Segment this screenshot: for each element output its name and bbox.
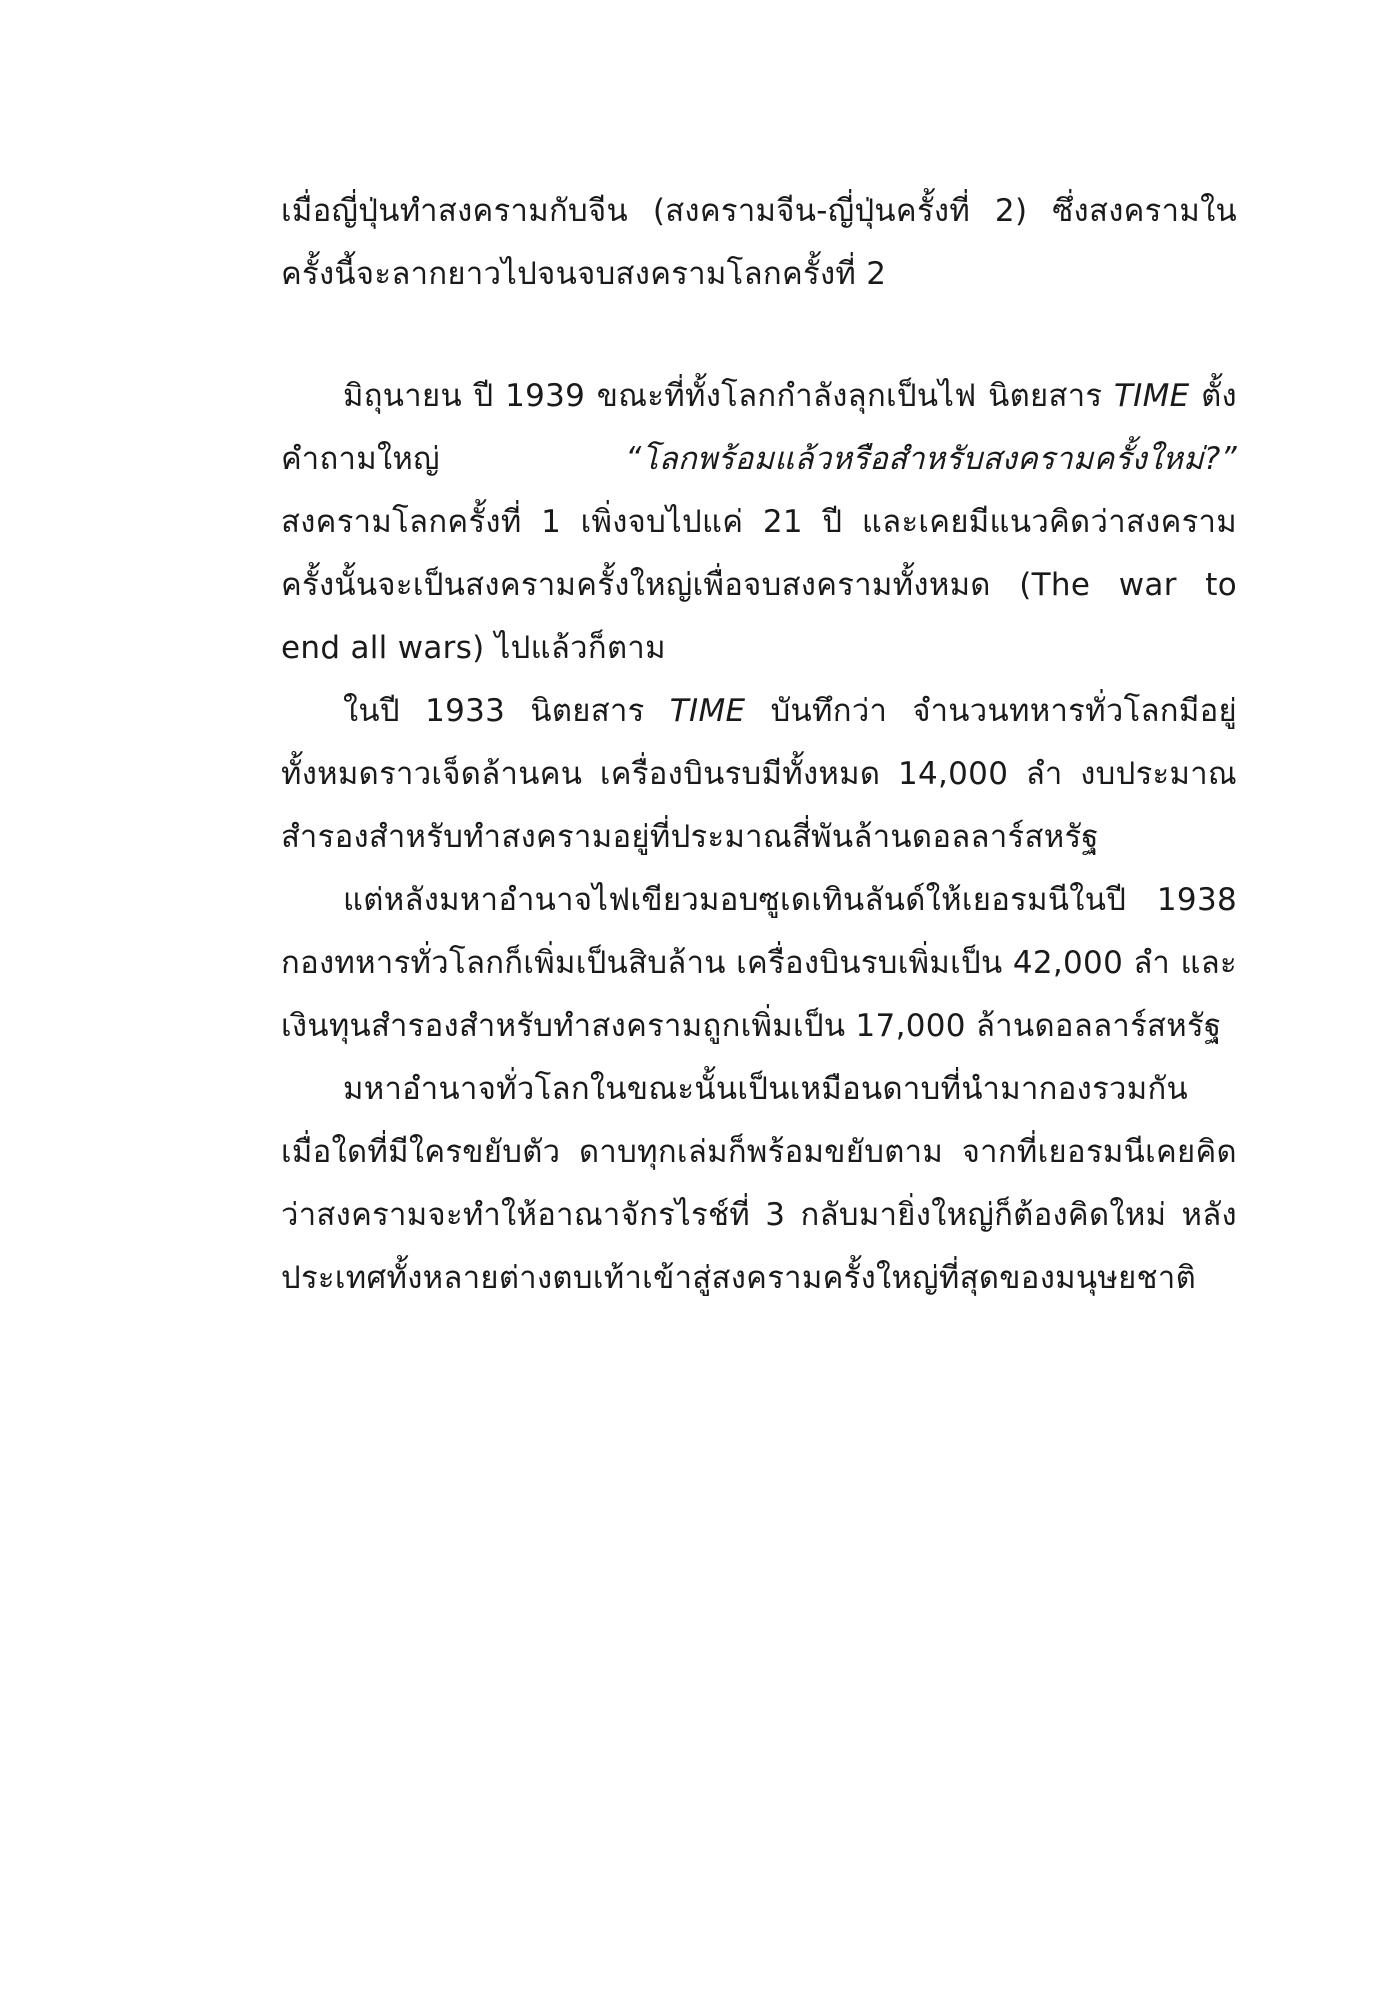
paragraph-text: ตั้งคำถามใหญ่	[281, 378, 1237, 477]
quoted-question: “โลกพร้อมแล้วหรือสำหรับสงครามครั้งใหม่?”	[625, 441, 1237, 477]
magazine-name: TIME	[669, 693, 746, 729]
paragraph-1938-statistics: แต่หลังมหาอำนาจไฟเขียวมอบซูเดเทินลันด์ให้เยอรมนีในปี 1938 กองทหารทั่วโลกก็เพิ่มเป็นสิบล้าน เครื่องบินรบเพิ่มเป็น 42,000 ลำ และเงินทุนสำรองสำหรับทำสงครามถูกเพิ่มเป็น 17,000 ล้านดอลลาร์สหรัฐ	[281, 882, 1237, 1044]
paragraph-text: ในปี 1933 นิตยสาร	[343, 693, 670, 729]
paragraph-text: บันทึกว่า จำนวนทหารทั่วโลกมีอยู่ทั้งหมดราวเจ็ดล้านคน เครื่องบินรบมีทั้งหมด 14,000 ลำ งบประมาณสำรองสำหรับทำสงครามอยู่ที่ประมาณสี่พันล้านดอลลาร์สหรัฐ	[281, 693, 1237, 855]
paragraph-text: มิถุนายน ปี 1939 ขณะที่ทั้งโลกกำลังลุกเป็นไฟ นิตยสาร	[343, 378, 1114, 414]
intro-paragraph: เมื่อญี่ปุ่นทำสงครามกับจีน (สงครามจีน-ญี่ปุ่นครั้งที่ 2) ซึ่งสงครามในครั้งนี้จะลากยาวไปจนจบสงครามโลกครั้งที่ 2	[281, 193, 1237, 292]
body-block	[281, 365, 1237, 1310]
paragraph-great-powers: มหาอำนาจทั่วโลกในขณะนั้นเป็นเหมือนดาบที่นำมากองรวมกัน เมื่อใดที่มีใครขยับตัว ดาบทุกเล่มก็พร้อมขยับตาม จากที่เยอรมนีเคยคิดว่าสงครามจะทำให้อาณาจักรไรช์ที่ 3 กลับมายิ่งใหญ่ก็ต้องคิดใหม่ หลังประเทศทั้งหลายต่างตบเท้าเข้าสู่สงครามครั้งใหญ่ที่สุดของมนุษยชาติ	[281, 1071, 1237, 1296]
paragraph-text: สงครามโลกครั้งที่ 1 เพิ่งจบไปแค่ 21 ปี และเคยมีแนวคิดว่าสงครามครั้งนั้นจะเป็นสงครามครั้งใหญ่เพื่อจบสงครามทั้งหมด (The war to end all wars) ไปแล้วก็ตาม	[281, 504, 1237, 666]
paragraph-time-question	[281, 365, 1237, 680]
magazine-name: TIME	[1113, 378, 1190, 414]
paragraph-1933-statistics	[281, 680, 1237, 869]
intro-block	[281, 180, 1237, 306]
